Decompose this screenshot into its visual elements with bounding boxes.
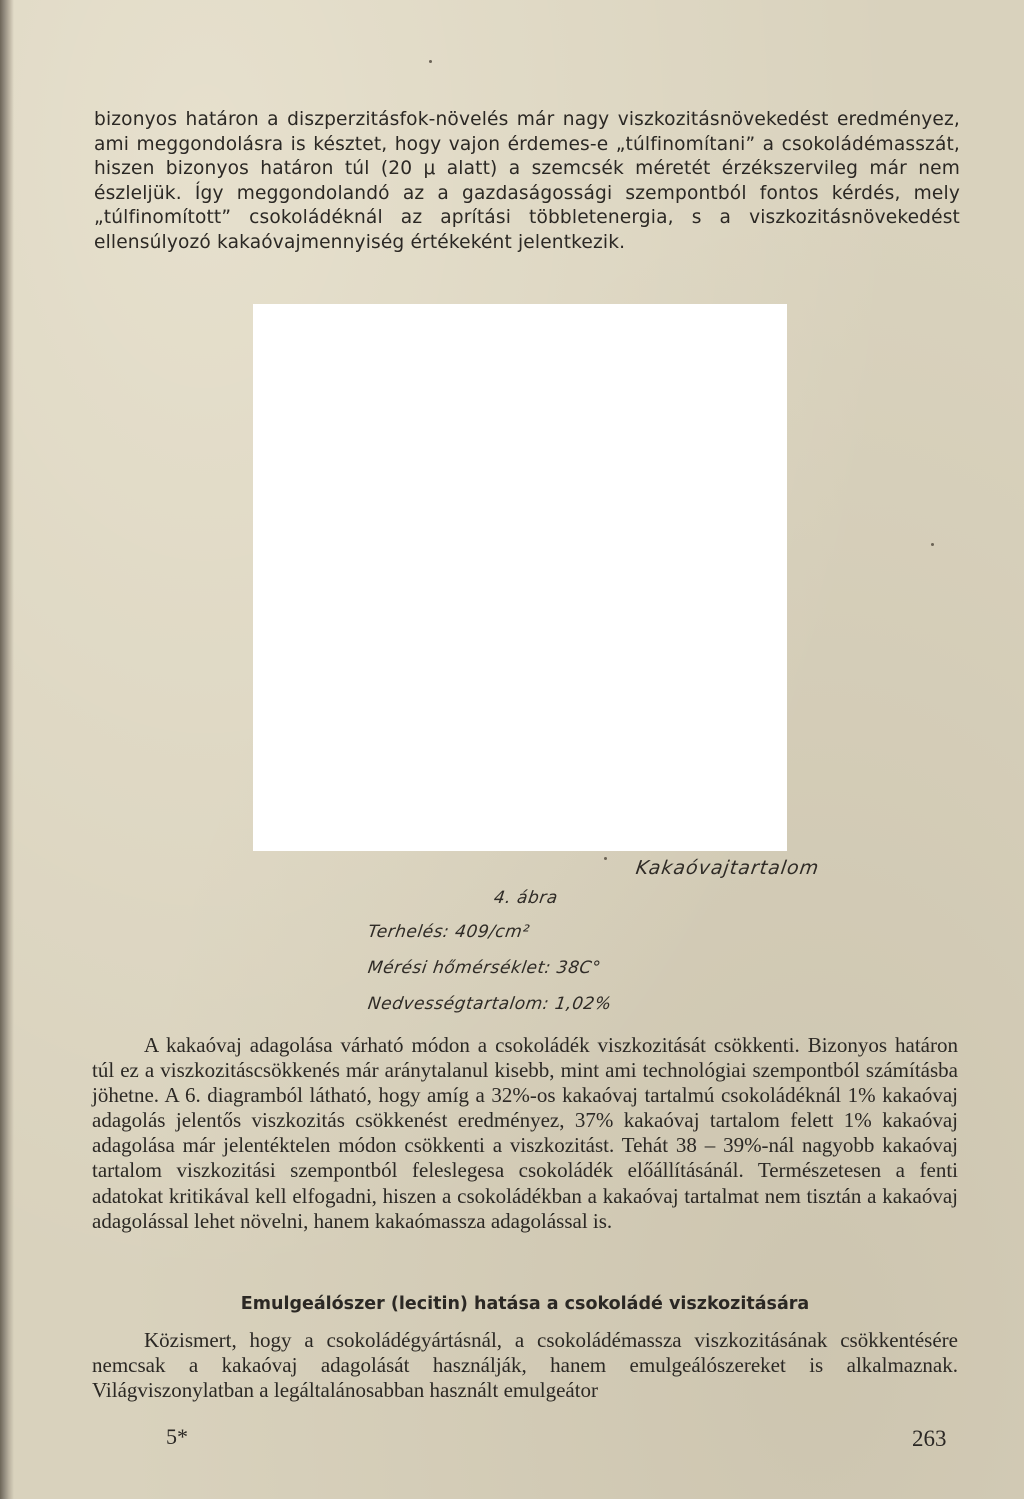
paper-speck — [429, 60, 432, 63]
paragraph-emulsifier: Közismert, hogy a csokoládégyártásnál, a csokoládémassza viszkozitásának csökkentésére nemcsak a kakaóvaj adagolását használják, hanem emulgeálószereket is alkalmaznak. Világviszonylatban a legáltalánosabban használt emulgeátor — [92, 1328, 958, 1403]
page-number: 263 — [912, 1426, 947, 1451]
paragraph-intro: bizonyos határon a diszperzitásfok-növelés már nagy viszkozitásnövekedést eredményez, ami meggondolásra is késztet, hogy vajon érdemes-e „túlfinomítani” a csokoládémasszát, hiszen bizonyos határon túl (20 μ alatt) a szemcsék méretét érzékszervileg már nem észleljük. Így meggondolandó az a gazdaságossági szempontból fontos kérdés, mely „túlfinomított” csokoládéknál az aprítási többletenergia, s a viszkozitásnövekedést ellensúlyozó kakaóvajmennyiség értékeként jelentkezik. — [94, 109, 960, 253]
figure-title: 4. ábra — [492, 888, 560, 908]
figure-moisture-label: Nedvességtartalom: 1,02% — [366, 994, 613, 1014]
scan-edge-shadow — [0, 0, 14, 1499]
figure-image-area — [253, 304, 787, 851]
signature-mark: 5* — [166, 1424, 188, 1449]
section-heading: Emulgeálószer (lecitin) hatása a csokoládé viszkozitására — [240, 1294, 810, 1314]
figure-load-label: Terhelés: 409/cm² — [366, 922, 531, 942]
figure-axis-label-cocoa-butter: Kakaóvajtartalom — [634, 857, 821, 879]
paper-speck — [604, 857, 607, 860]
paper-speck — [931, 543, 934, 546]
figure-temperature-label: Mérési hőmérséklet: 38C° — [366, 958, 603, 978]
paragraph-cocoa-butter: A kakaóvaj adagolása várható módon a csokoládék viszkozitását csökkenti. Bizonyos határon túl ez a viszkozitáscsökkenés már aránytalanul kisebb, mint ami technológiai szempontból számításba jöhetne. A 6. diagramból látható, hogy amíg a 32%-os kakaóvaj tartalmú csokoládéknál 1% kakaóvaj adagolás jelentős viszkozitás csökkenést eredményez, 37% kakaóvaj tartalom felett 1% kakaóvaj adagolása már jelentéktelen módon csökkenti a viszkozitást. Tehát 38 – 39%-nál nagyobb kakaóvaj tartalom viszkozitási szempontból feleslegesa csokoládék előállításánál. Természetesen a fenti adatokat kritikával kell elfogadni, hiszen a csokoládékban a kakaóvaj tartalmat nem tisztán a kakaóvaj adagolással lehet növelni, hanem kakaómassza adagolással is. — [92, 1033, 958, 1233]
